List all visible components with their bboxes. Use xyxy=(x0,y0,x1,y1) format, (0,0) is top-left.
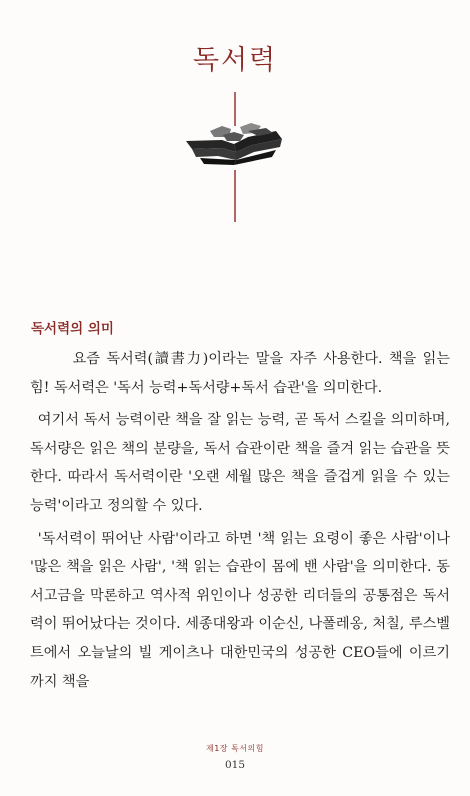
paragraph: '독서력이 뛰어난 사람'이라고 하면 '책 읽는 요령이 좋은 사람'이나 '많은 책을 읽은 사람', '책 읽는 습관이 몸에 밴 사람'을 의미한다. 동서고금을 막론하고 역사적 위인이나 성공한 리더들의 공통점은 독서력이 뛰어났다는 것이다. 세종대왕과 이순신, 나폴레옹, 처칠, 루스벨트에서 오늘날의 빌 게이츠나 대한민국의 성공한 CEO들에 이르기까지 책을 xyxy=(30,530,450,690)
page-number: 015 xyxy=(224,759,246,771)
paragraph: 요즘 독서력(讀書力)이라는 말을 자주 사용한다. 책을 읽는 힘! 독서력은 '독서 능력+독서량+독서 습관'을 의미한다. xyxy=(30,351,450,396)
footer-chapter-label: 제1장 독서의힘 xyxy=(205,744,264,753)
body-text xyxy=(30,345,450,700)
section-heading: 독서력의 의미 xyxy=(31,321,114,337)
paragraph: 여기서 독서 능력이란 책을 잘 읽는 능력, 곧 독서 스킬을 의미하며, 독서량은 읽은 책의 분량을, 독서 습관이란 책을 즐겨 읽는 습관을 뜻한다. 따라서 독서력이란 '오랜 세월 많은 책을 즐겁게 읽을 수 있는 능력'이라고 정의할 수 있다. xyxy=(30,412,450,514)
book-illustration xyxy=(186,123,282,165)
chapter-title: 독서력 xyxy=(192,45,278,76)
open-book-icon xyxy=(0,0,470,300)
